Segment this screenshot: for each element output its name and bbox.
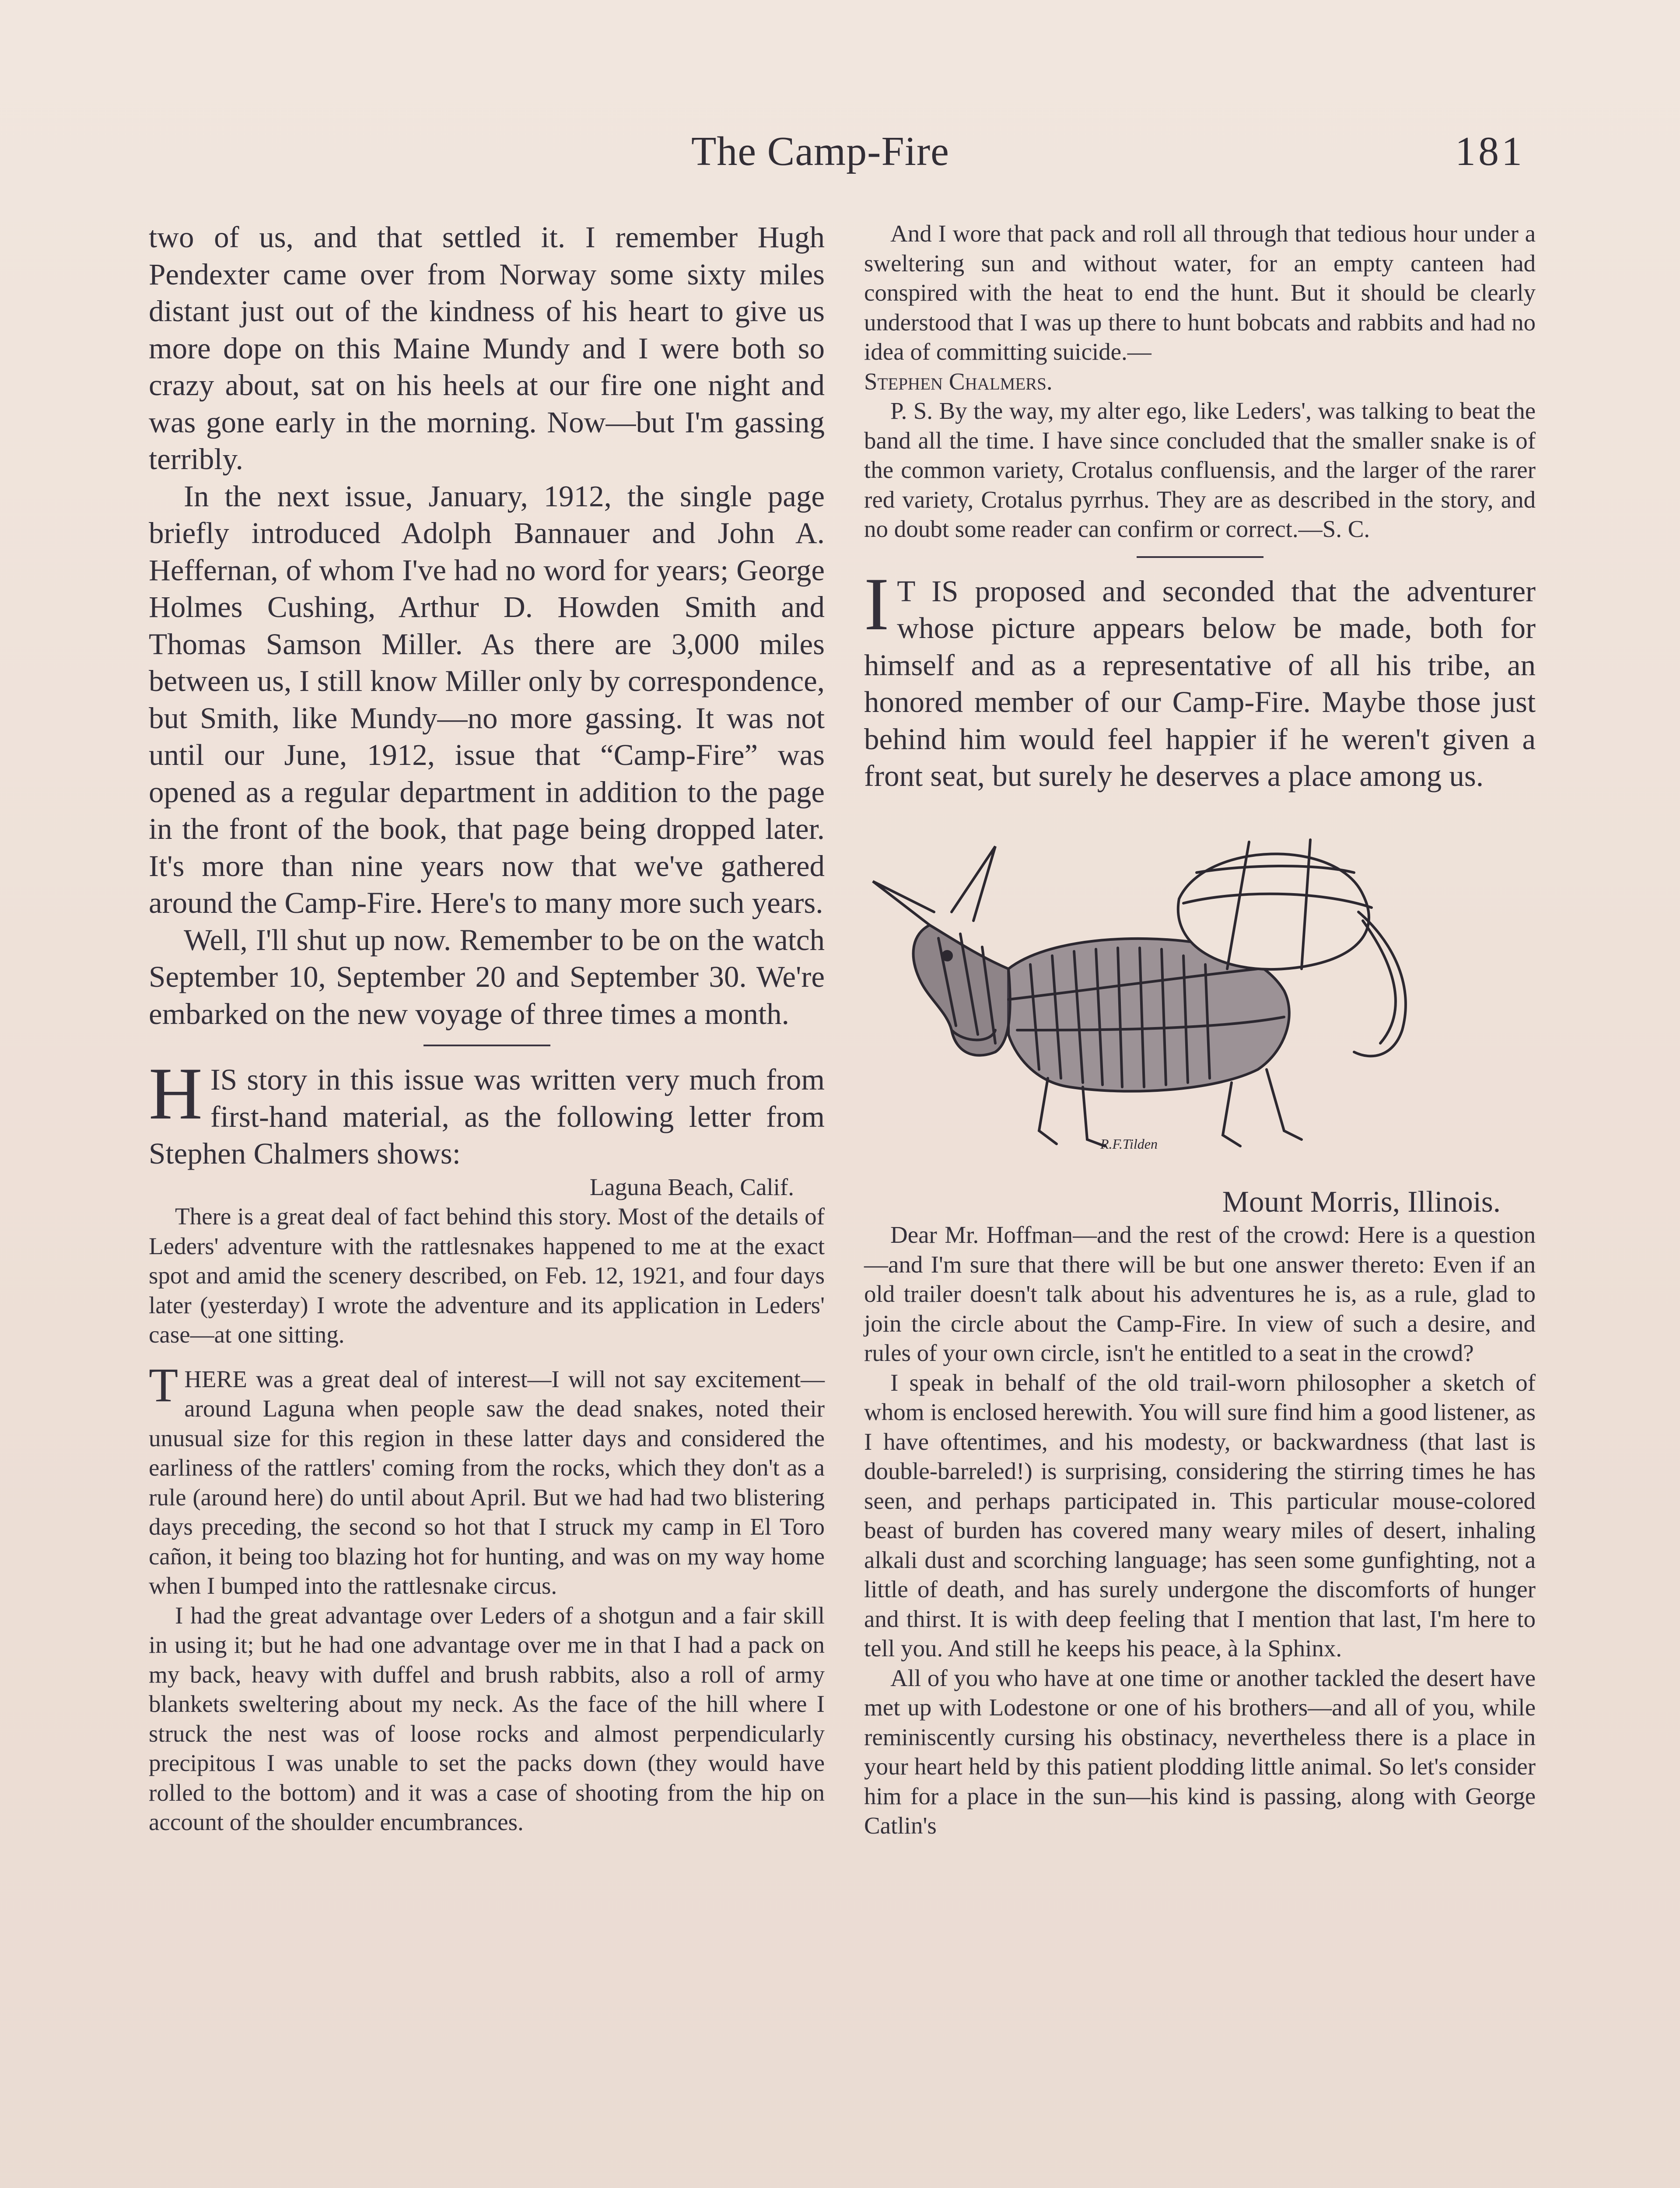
right-column — [864, 219, 1536, 1841]
paragraph: In the next issue, January, 1912, the single page briefly introduced Adolph Bannauer and John A. Heffernan, of whom I've had no word for years; George Holmes Cushing, Arthur D. Howden Smith and Thomas Samson Miller. As there are 3,000 miles between us, I still know Miller only by correspondence, but Smith, like Mundy—no more gassing. It was not until our June, 1912, issue that “Camp-Fire” was opened as a regular department in addition to the page in the front of the book, that page being dropped later. It's more than nine years now that we've gathered around the Camp-Fire. Here's to many more such years. — [149, 479, 825, 919]
letter-paragraph: I speak in behalf of the old trail-worn philosopher a sketch of whom is enclosed herewith. You will sure find him a good listener, as I have oftentimes, and his modesty, or backwardness (that last is double-barreled!) is surprising, considering the stirring times he has seen, and perhaps participated in. This particular mouse-colored beast of burden has covered many weary miles of desert, inhaling alkali dust and scorching language; has seen some gunfighting, not a little of death, and has surely undergone the discomforts of hunger and thirst. It is with deep feeling that I mention that last, I'm here to tell you. And still he keeps his peace, à la Sphinx. — [864, 1369, 1536, 1662]
letter-dateline: Mount Morris, Illinois. — [1222, 1185, 1501, 1218]
illustration-signature: R.F.Tilden — [1100, 1136, 1158, 1152]
section-intro-text: IS story in this issue was written very much from first-hand material, as the following letter from Stephen Chalmers shows: — [149, 1063, 825, 1170]
letter-dateline: Laguna Beach, Calif. — [589, 1173, 794, 1200]
letter-paragraph: I had the great advantage over Leders of a shotgun and a fair skill in using it; but he had one advantage over me in that I had a pack on my back, heavy with duffel and brush rabbits, also a roll of army blankets sweltering about my neck. As the face of the hill where I struck the nest was of loose rocks and almost perpendicularly precipitous I was unable to set the packs down (they would have rolled to the bottom) and it was a case of shooting from the hip on account of the shoulder encumbrances. — [149, 1602, 825, 1835]
postscript: P. S. By the way, my alter ego, like Leders', was talking to beat the band all the time. I have since concluded that the smaller snake is of the common variety, Crotalus confluensis, and the larger of the rarer red variety, Crotalus pyrrhus. They are as described in the story, and no doubt some reader can confirm or correct.—S. C. — [864, 397, 1536, 542]
letter-paragraph-text: HERE was a great deal of interest—I will not say excitement—around Laguna when people saw the dead snakes, noted their unusual size for this region in these latter days and considered the earliness of the rattlers' coming from the rocks, which they don't as a rule (around here) do until about April. But we had had two blistering days preceding, the second so hot that I struck my camp in El Toro cañon, it being too blazing hot for hunting, and was on my way home when I bumped into the rattlesnake circus. — [149, 1365, 825, 1599]
drop-cap: H — [149, 1052, 203, 1135]
drop-cap: I — [864, 562, 889, 646]
paragraph: two of us, and that settled it. I remember Hugh Pendexter came over from Norway some sixty miles distant just out of the kindness of his heart to give us more dope on this Maine Mundy and I were both so crazy about, sat on his heels at our fire one night and was gone early in the morning. Now—but I'm gassing terribly. — [149, 221, 825, 476]
drop-cap: T — [149, 1358, 178, 1412]
section-intro-text: T IS proposed and seconded that the adventurer whose picture appears below be made, both for himself and as a representative of all his tribe, an honored member of our Camp-Fire. Maybe those just behind him would feel happier if he weren't given a front seat, but surely he deserves a place among us. — [864, 574, 1536, 792]
paragraph: Well, I'll shut up now. Remember to be on the watch September 10, September 20 and September 30. We're embarked on the new voyage of three times a month. — [149, 923, 825, 1031]
letter-paragraph: All of you who have at one time or another tackled the desert have met up with Lodestone or one of his brothers—and all of you, while reminiscently cursing his obstinacy, nevertheless there is a place in your heart held by this patient plodding little animal. So let's consider him for a place in the sun—his kind is passing, along with George Catlin's — [864, 1664, 1536, 1839]
page-number: 181 — [1455, 129, 1525, 174]
section-intro — [864, 562, 1536, 795]
letter-paragraph: Dear Mr. Hoffman—and the rest of the crowd: Here is a question—and I'm sure that there will be but one answer thereto: Even if an old trailer doesn't talk about his adventures he is, as a rule, glad to join the circle about the Camp-Fire. In view of such a desire, and rules of your own circle, isn't he entitled to a seat in the crowd? — [864, 1221, 1536, 1366]
letter-paragraph — [149, 1358, 825, 1601]
letter-paragraph: And I wore that pack and roll all through that tedious hour under a sweltering sun and without water, for an empty canteen had conspired with the heat to end the hunt. But it should be clearly understood that I was up there to hunt bobcats and rabbits and had no idea of committing suicide.— — [864, 220, 1536, 365]
section-divider — [1137, 556, 1264, 558]
left-column — [149, 219, 825, 1837]
letter-paragraph: There is a great deal of fact behind this story. Most of the details of Leders' adventure with the rattlesnakes happened to me at the exact spot and amid the scenery described, on Feb. 12, 1921, and four days later (yesterday) I wrote the adventure and its application in Leders' case—at one sitting. — [149, 1203, 825, 1348]
page-header — [0, 128, 1680, 193]
section-intro — [149, 1052, 825, 1172]
burro-sketch — [864, 824, 1536, 1157]
section-divider — [424, 1045, 550, 1046]
running-title: The Camp-Fire — [691, 129, 949, 174]
burro-illustration — [864, 824, 1536, 1157]
letter-signature: Stephen Chalmers. — [864, 368, 1053, 395]
